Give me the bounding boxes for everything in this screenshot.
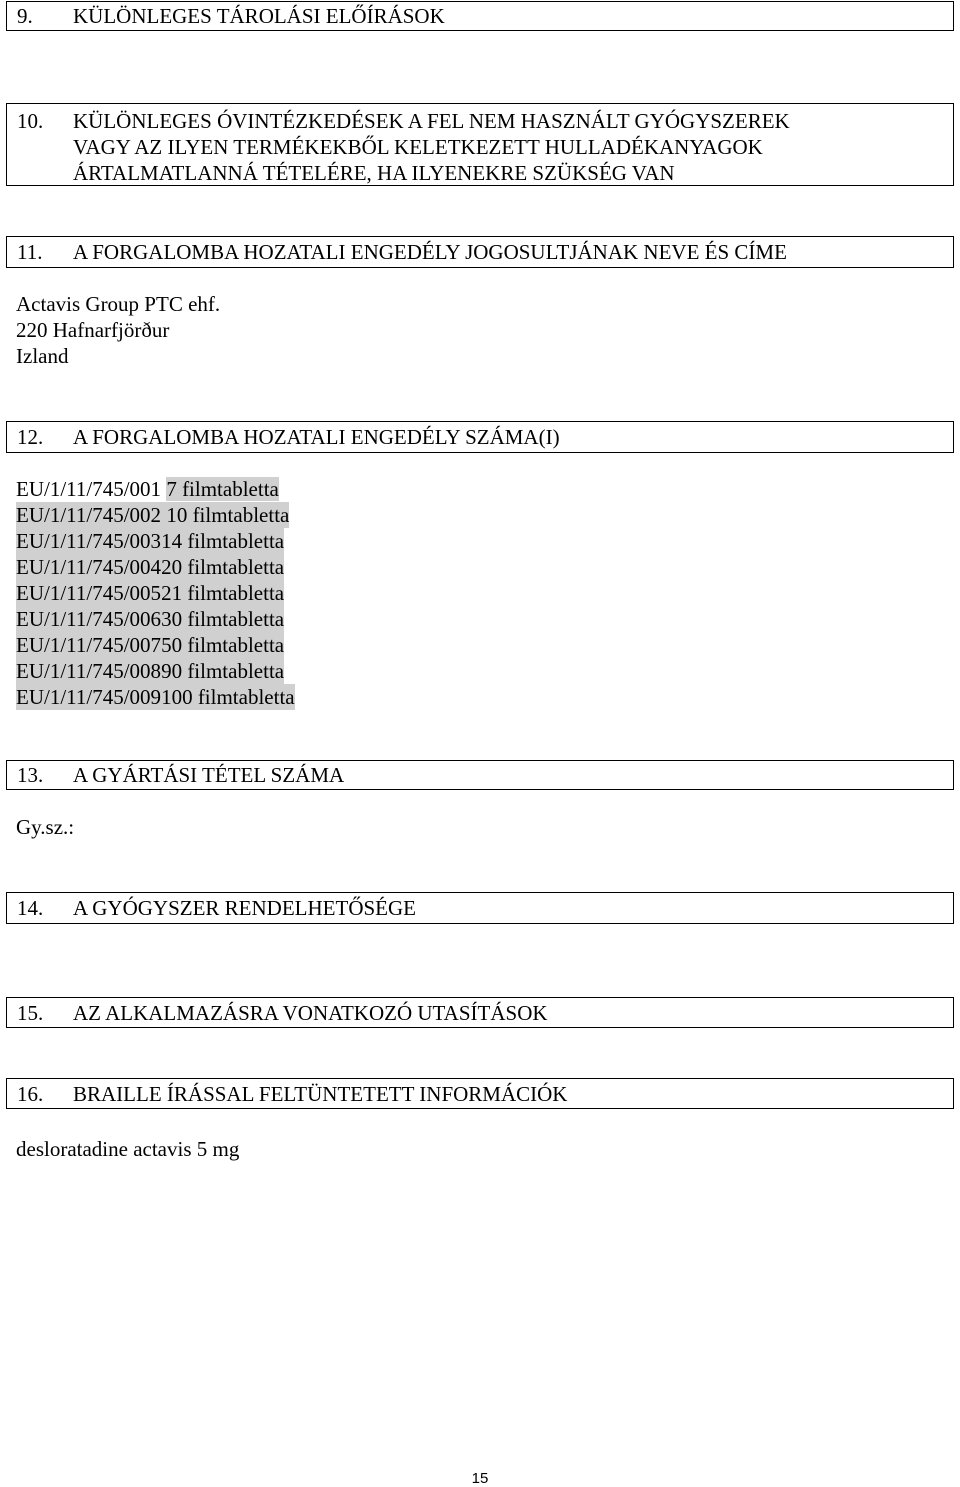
list-item: EU/1/11/745/00750 filmtabletta [16,633,285,657]
page-number: 15 [471,1470,489,1487]
holder-city: 220 Hafnarfjörður [16,318,170,342]
list-item: EU/1/11/745/00314 filmtabletta [16,529,285,553]
holder-address [16,291,220,369]
section-16-header [6,1078,954,1109]
holder-name: Actavis Group PTC ehf. [16,292,221,316]
section-number: 13. [17,763,44,787]
section-title: BRAILLE ÍRÁSSAL FELTÜNTETETT INFORMÁCIÓK [73,1082,568,1106]
list-item: EU/1/11/745/009100 filmtabletta [16,685,295,709]
section-number: 10. [17,109,44,133]
authorisation-number-list [16,476,295,710]
section-15-header [6,997,954,1028]
section-11-header [6,236,954,268]
section-title: A GYÓGYSZER RENDELHETŐSÉGE [73,896,416,920]
section-title: KÜLÖNLEGES ÓVINTÉZKEDÉSEK A FEL NEM HASZNÁLT GYÓGYSZEREK VAGY AZ ILYEN TERMÉKEKBŐL KELETKEZETT HULLADÉKANYAGOK ÁRTALMATLANNÁ TÉTELÉRE, HA ILYENEKRE SZÜKSÉG VAN [73,109,790,185]
section-number: 11. [17,240,43,264]
section-number: 9. [17,4,33,28]
section-number: 14. [17,896,44,920]
section-9-header [6,1,954,31]
list-item: EU/1/11/745/00630 filmtabletta [16,607,285,631]
section-13-header [6,760,954,790]
section-12-header [6,421,954,453]
section-number: 12. [17,425,44,449]
section-14-header [6,892,954,924]
section-number: 16. [17,1082,44,1106]
braille-text: desloratadine actavis 5 mg [16,1137,240,1161]
section-10-header [6,103,954,186]
section-number: 15. [17,1001,44,1025]
section-title: KÜLÖNLEGES TÁROLÁSI ELŐÍRÁSOK [73,4,445,28]
list-item: EU/1/11/745/001 7 filmtabletta [16,477,279,501]
holder-country: Izland [16,344,69,368]
section-title: A FORGALOMBA HOZATALI ENGEDÉLY SZÁMA(I) [73,425,560,449]
list-item: EU/1/11/745/00890 filmtabletta [16,659,285,683]
list-item: EU/1/11/745/00420 filmtabletta [16,555,285,579]
section-title: A FORGALOMBA HOZATALI ENGEDÉLY JOGOSULTJÁNAK NEVE ÉS CÍME [73,240,787,264]
list-item: EU/1/11/745/00521 filmtabletta [16,581,285,605]
list-item: EU/1/11/745/002 10 filmtabletta [16,503,290,527]
section-title: A GYÁRTÁSI TÉTEL SZÁMA [73,763,345,787]
batch-number-label: Gy.sz.: [16,815,75,839]
section-title: AZ ALKALMAZÁSRA VONATKOZÓ UTASÍTÁSOK [73,1001,548,1025]
